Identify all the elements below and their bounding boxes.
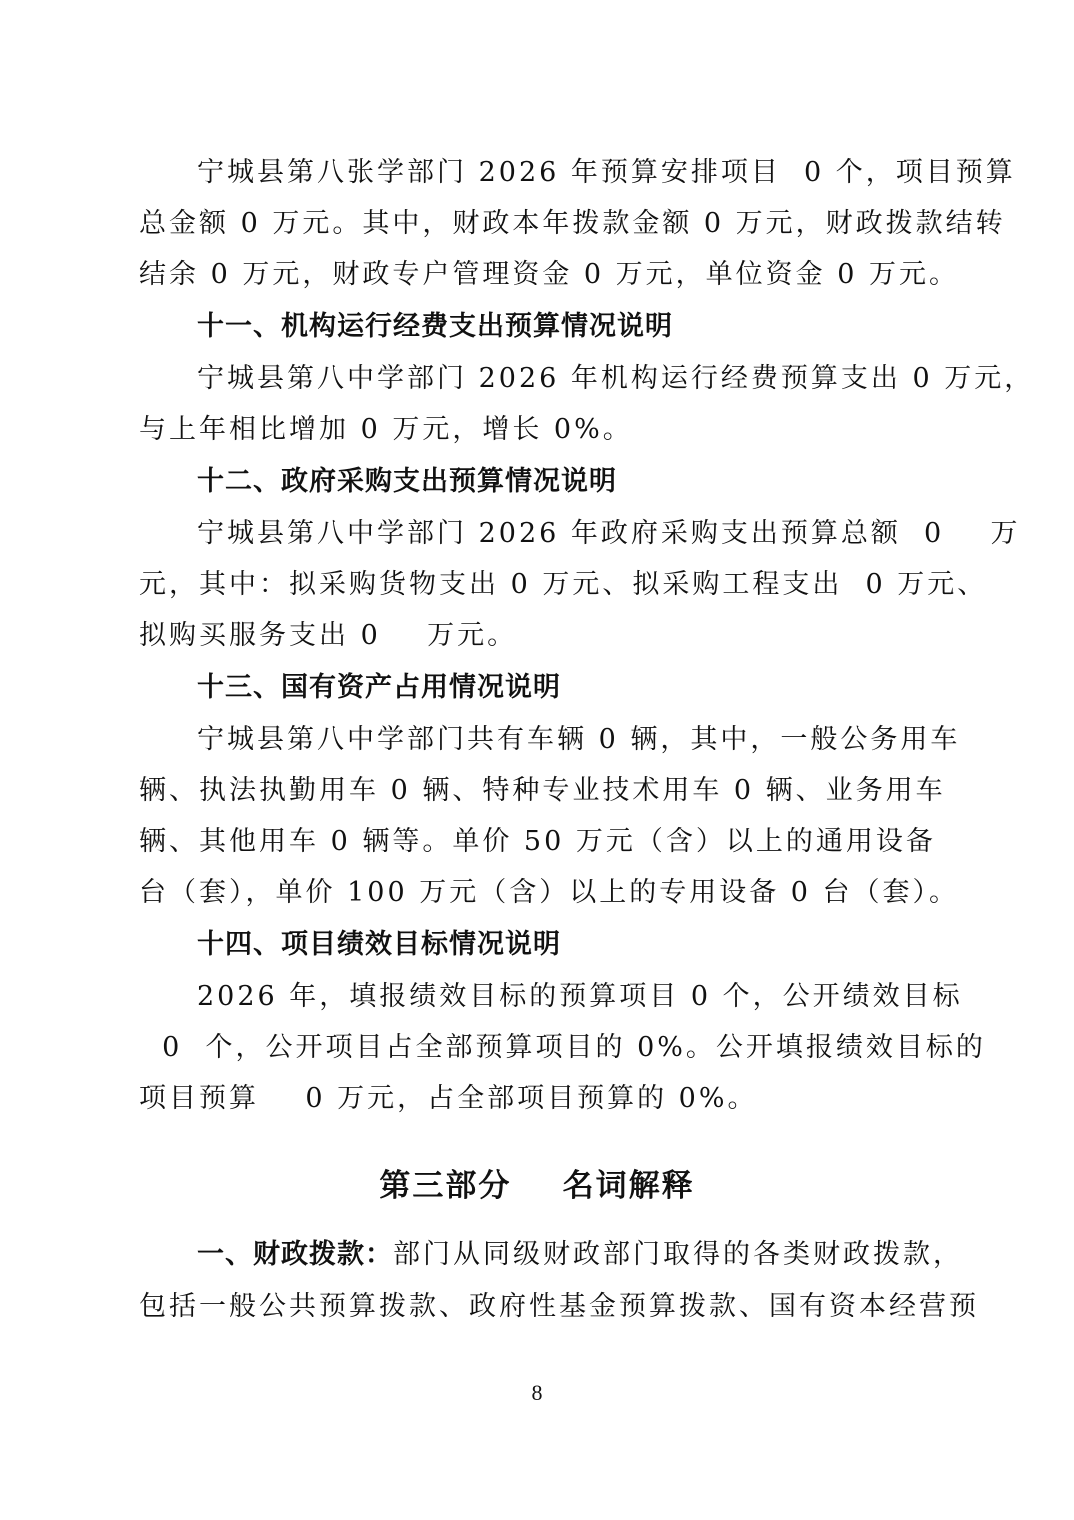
term-text: 部门从同级财政部门取得的各类财政拨款，: [393, 1239, 963, 1270]
paragraph-line: 0 个，公开项目占全部预算项目的 0%。公开填报绩效目标的: [139, 1032, 986, 1063]
term-label: 一、财政拨款：: [197, 1239, 393, 1270]
paragraph-line: 宁城县第八中学部门 2026 年政府采购支出预算总额 0 万: [197, 518, 1021, 549]
part-title: 第三部分 名词解释: [379, 1168, 695, 1204]
page-number: 8: [531, 1380, 543, 1405]
paragraph-line: 辆、执法执勤用车 0 辆、特种专业技术用车 0 辆、业务用车: [139, 775, 946, 806]
paragraph-line: 包括一般公共预算拨款、政府性基金预算拨款、国有资本经营预: [139, 1291, 979, 1322]
term-paragraph: [197, 1238, 963, 1272]
section-heading-14: 十四、项目绩效目标情况说明: [197, 929, 561, 960]
paragraph-line: 项目预算 0 万元，占全部项目预算的 0%。: [139, 1083, 758, 1114]
paragraph-line: 拟购买服务支出 0 万元。: [139, 620, 518, 651]
section-heading-13: 十三、国有资产占用情况说明: [197, 672, 561, 703]
paragraph-line: 与上年相比增加 0 万元，增长 0%。: [139, 414, 633, 445]
paragraph-line: 宁城县第八中学部门 2026 年机构运行经费预算支出 0 万元，: [197, 363, 1035, 394]
paragraph-line: 总金额 0 万元。其中，财政本年拨款金额 0 万元，财政拨款结转: [139, 208, 1006, 239]
paragraph-line: 2026 年，填报绩效目标的预算项目 0 个，公开绩效目标: [197, 981, 963, 1012]
paragraph-line: 元，其中：拟采购货物支出 0 万元、拟采购工程支出 0 万元、: [139, 569, 988, 600]
paragraph-line: 宁城县第八张学部门 2026 年预算安排项目 0 个，项目预算: [197, 157, 1016, 188]
paragraph-line: 台（套），单价 100 万元（含）以上的专用设备 0 台（套）。: [139, 877, 960, 908]
section-heading-11: 十一、机构运行经费支出预算情况说明: [197, 311, 673, 342]
section-heading-12: 十二、政府采购支出预算情况说明: [197, 466, 617, 497]
paragraph-line: 结余 0 万元，财政专户管理资金 0 万元，单位资金 0 万元。: [139, 259, 960, 290]
paragraph-line: 宁城县第八中学部门共有车辆 0 辆，其中，一般公务用车: [197, 724, 961, 755]
paragraph-line: 辆、其他用车 0 辆等。单价 50 万元（含）以上的通用设备: [139, 826, 936, 857]
